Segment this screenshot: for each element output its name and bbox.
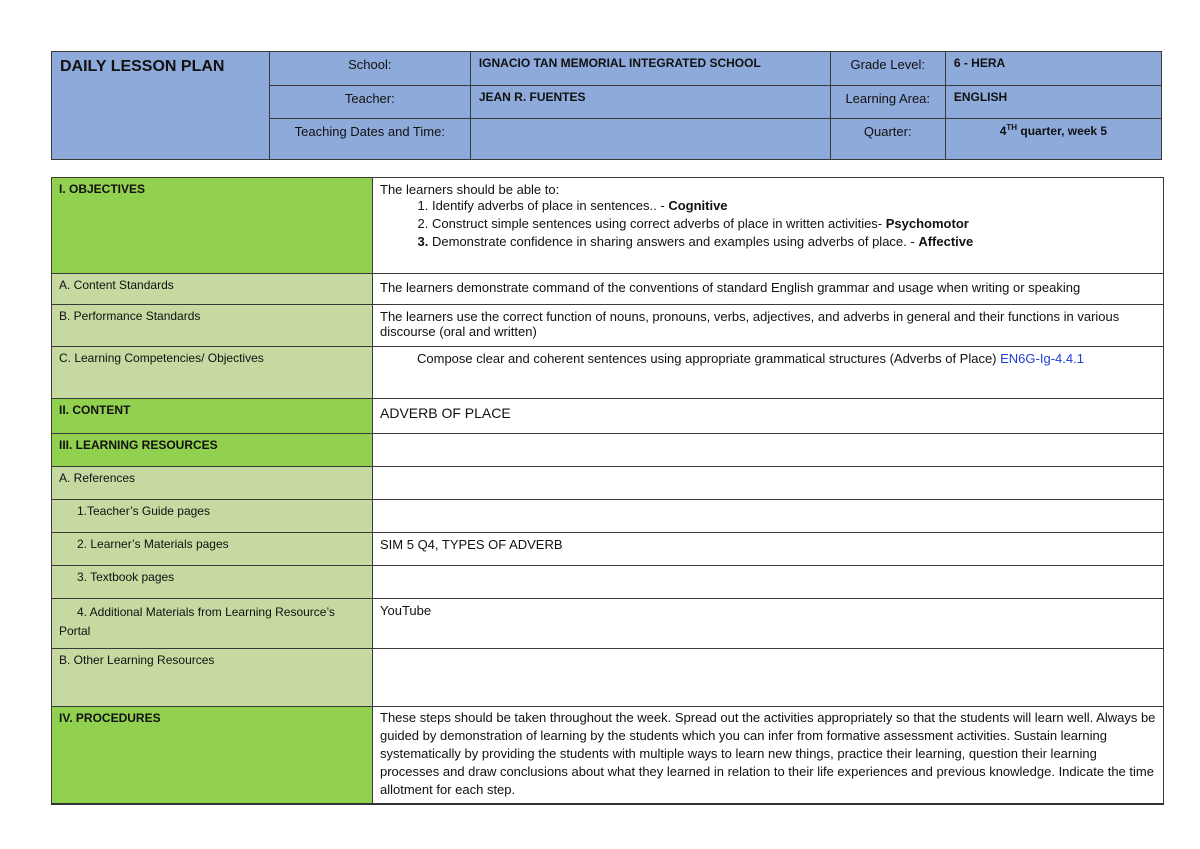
grade-label: Grade Level: bbox=[830, 52, 945, 86]
content-value: ADVERB OF PLACE bbox=[373, 399, 1164, 434]
textbook-value bbox=[373, 566, 1164, 599]
header-table bbox=[51, 51, 1162, 160]
competencies-content bbox=[373, 347, 1164, 399]
quarter-text: quarter, week 5 bbox=[1017, 124, 1108, 138]
objective-text: Identify adverbs of place in sentences.. - bbox=[432, 198, 669, 213]
performance-standards-row bbox=[52, 305, 1164, 347]
references-value bbox=[373, 467, 1164, 500]
objective-domain: Cognitive bbox=[668, 198, 728, 213]
competencies-row bbox=[52, 347, 1164, 399]
procedures-value: These steps should be taken throughout the week. Spread out the activities appropriately so that the students will learn well. Always be guided by demonstration of learning by the students which you can infer from formative assessment activities. Sustain learning systematically by providing the students with multiple ways to learn new things, practice their learning, question their learning processes and draw conclusions about what they learned in relation to their life experiences and previous knowledge. Indicate the time allotment for each step. bbox=[373, 707, 1164, 805]
quarter-number: 4 bbox=[999, 124, 1007, 138]
teaching-dates-value bbox=[470, 119, 830, 160]
quarter-value bbox=[945, 119, 1161, 160]
objectives-row bbox=[52, 178, 1164, 274]
school-label: School: bbox=[269, 52, 470, 86]
procedures-row bbox=[52, 707, 1164, 805]
teacher-label: Teacher: bbox=[269, 86, 470, 119]
learning-resources-value bbox=[373, 434, 1164, 467]
content-standards-row bbox=[52, 274, 1164, 305]
performance-standards-value: The learners use the correct function of nouns, pronouns, verbs, adjectives, and adverbs in general and their functions in various discourse (oral and written) bbox=[373, 305, 1164, 347]
objective-item bbox=[432, 198, 1156, 213]
competency-code: EN6G-Ig-4.4.1 bbox=[1000, 351, 1084, 366]
teachers-guide-row bbox=[52, 500, 1164, 533]
teachers-guide-value bbox=[373, 500, 1164, 533]
content-standards-label: A. Content Standards bbox=[52, 274, 373, 305]
objectives-intro: The learners should be able to: bbox=[380, 182, 560, 197]
objective-domain: Affective bbox=[918, 234, 974, 249]
teachers-guide-label: 1.Teacher’s Guide pages bbox=[52, 500, 373, 533]
other-resources-value bbox=[373, 649, 1164, 707]
learning-area-label: Learning Area: bbox=[830, 86, 945, 119]
other-resources-label: B. Other Learning Resources bbox=[52, 649, 373, 707]
additional-materials-row bbox=[52, 599, 1164, 649]
learners-materials-value: SIM 5 Q4, TYPES OF ADVERB bbox=[373, 533, 1164, 566]
objectives-list bbox=[380, 198, 1156, 249]
document-title: DAILY LESSON PLAN bbox=[52, 52, 270, 160]
competencies-value: Compose clear and coherent sentences using appropriate grammatical structures (Adverbs of Place) bbox=[417, 351, 1001, 366]
objective-text: Demonstrate confidence in sharing answers and examples using adverbs of place. - bbox=[432, 234, 919, 249]
performance-standards-label: B. Performance Standards bbox=[52, 305, 373, 347]
teaching-dates-label: Teaching Dates and Time: bbox=[269, 119, 470, 160]
objectives-label: I. OBJECTIVES bbox=[52, 178, 373, 274]
other-resources-row bbox=[52, 649, 1164, 707]
objective-domain: Psychomotor bbox=[885, 216, 969, 231]
quarter-label: Quarter: bbox=[830, 119, 945, 160]
learning-resources-row bbox=[52, 434, 1164, 467]
objective-text: Construct simple sentences using correct adverbs of place in written activities- bbox=[432, 216, 886, 231]
references-row bbox=[52, 467, 1164, 500]
textbook-label: 3. Textbook pages bbox=[52, 566, 373, 599]
quarter-suffix: TH bbox=[1006, 123, 1018, 132]
lesson-plan-table bbox=[51, 177, 1164, 805]
learners-materials-label: 2. Learner’s Materials pages bbox=[52, 533, 373, 566]
references-label: A. References bbox=[52, 467, 373, 500]
content-row bbox=[52, 399, 1164, 434]
content-standards-value: The learners demonstrate command of the conventions of standard English grammar and usage when writing or speaking bbox=[373, 274, 1164, 305]
competencies-label: C. Learning Competencies/ Objectives bbox=[52, 347, 373, 399]
textbook-row bbox=[52, 566, 1164, 599]
additional-materials-label: 4. Additional Materials from Learning Resource’s Portal bbox=[52, 599, 373, 649]
procedures-label: IV. PROCEDURES bbox=[52, 707, 373, 805]
additional-materials-value: YouTube bbox=[373, 599, 1164, 649]
grade-value: 6 - HERA bbox=[945, 52, 1161, 86]
objective-item bbox=[432, 216, 1156, 231]
objectives-content bbox=[373, 178, 1164, 274]
learning-resources-label: III. LEARNING RESOURCES bbox=[52, 434, 373, 467]
learners-materials-row bbox=[52, 533, 1164, 566]
teacher-value: JEAN R. FUENTES bbox=[470, 86, 830, 119]
objective-item bbox=[432, 234, 1156, 249]
learning-area-value: ENGLISH bbox=[945, 86, 1161, 119]
content-label: II. CONTENT bbox=[52, 399, 373, 434]
school-value: IGNACIO TAN MEMORIAL INTEGRATED SCHOOL bbox=[470, 52, 830, 86]
